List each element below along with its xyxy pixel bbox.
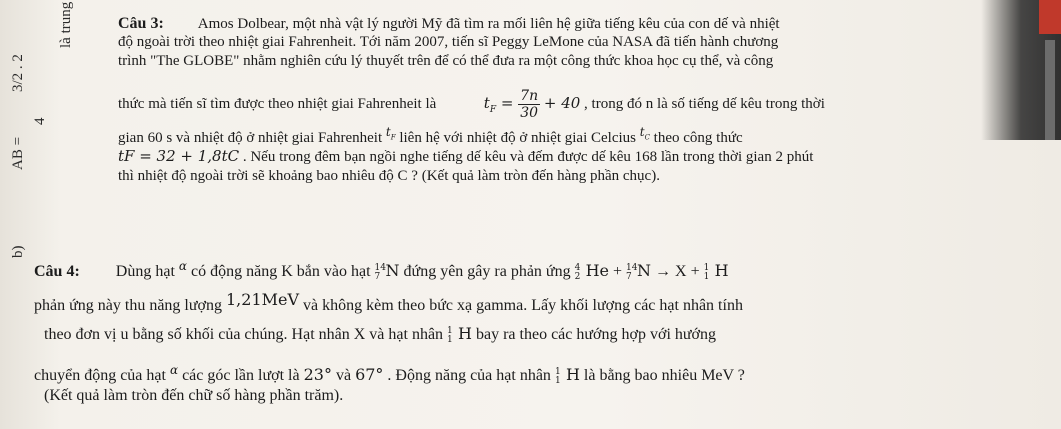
q3-line-4 <box>118 88 825 121</box>
q3-text-4b: , trong đó n là số tiếng dế kêu trong thời <box>584 95 825 112</box>
q3-text-5c: theo công thức <box>653 130 743 146</box>
q4-energy: 1,21MeV <box>226 290 300 309</box>
q4-reaction-arrow: → <box>655 263 672 280</box>
q3-line-7: thì nhiệt độ ngoài trời sẽ khoảng bao nhiêu độ C ? (Kết quả làm tròn đến hàng phần chục). <box>118 168 660 184</box>
right-edge-red-mark <box>1039 0 1061 34</box>
q3-formula-fraction: $\frac{7n}{30}$ <box>520 88 539 121</box>
q4-angle-2: 67° <box>355 365 384 384</box>
q4-line-2 <box>34 290 743 316</box>
q4-alpha-1: α <box>178 259 187 273</box>
q3-text-4a: thức mà tiến sĩ tìm được theo nhiệt giai Fahrenheit là <box>118 95 437 112</box>
q4-text-3b: bay ra theo các hướng hợp với hướng <box>476 326 717 343</box>
q4-nucleus-h1c: 1 1 H <box>554 365 580 386</box>
left-margin-fragments <box>0 0 74 260</box>
q4-text-2a: phản ứng này thu năng lượng <box>34 297 222 314</box>
q3-line-5 <box>118 122 743 148</box>
q3-text-5a: gian 60 s và nhiệt độ ở nhiệt giai Fahrenheit <box>118 130 383 146</box>
q4-text-1b: có động năng K bắn vào hạt <box>191 263 371 280</box>
q3-formula-2: tF = 32 + 1,8tC <box>118 147 240 165</box>
margin-fragment-5: b) <box>10 245 26 258</box>
q3-line-1 <box>118 14 780 34</box>
q4-angle-1: 23° <box>303 365 332 384</box>
right-edge-photo-artifact <box>981 0 1061 140</box>
q3-line-2: độ ngoài trời theo nhiệt giai Fahrenheit. Tới năm 2007, tiến sĩ Peggy LeMone của NASA đã tiến hành chương <box>118 34 779 50</box>
q4-nucleus-h1: 1 1 H <box>703 261 729 282</box>
margin-fragment-2: 3/2 . 2 <box>10 54 26 92</box>
q4-nucleus-h1b: 1 1 H <box>447 324 472 345</box>
q3-line-3: trình "The GLOBE" nhằm nghiên cứu lý thuyết trên để có thể đưa ra một công thức khoa học cụ thể, và công <box>118 53 774 69</box>
margin-fragment-4: AB = <box>10 136 26 170</box>
q3-formula-tf: $t_F$ = <box>483 93 519 115</box>
q4-nucleus-n14b: 14 7 N <box>626 261 652 282</box>
q4-text-4b: các góc lần lượt là <box>182 367 300 384</box>
q3-symbol-tf: tF <box>385 125 396 142</box>
q4-text-4c: . Động năng của hạt nhân <box>387 367 551 384</box>
q4-text-1a: Dùng hạt <box>115 263 175 280</box>
q4-line-5: (Kết quả làm tròn đến chữ số hàng phần trăm). <box>44 387 344 404</box>
q4-text-4d: là bằng bao nhiêu MeV ? <box>583 367 745 384</box>
q3-formula-plus: + 40 <box>543 93 581 112</box>
q3-label: Câu 3: <box>118 15 164 32</box>
right-edge-gray-mark <box>1045 40 1055 140</box>
q4-label: Câu 4: <box>34 263 80 280</box>
q4-line-3 <box>44 324 716 345</box>
q3-text-1: Amos Dolbear, một nhà vật lý người Mỹ đã tìm ra mối liên hệ giữa tiếng kêu của con dế và nhiệt <box>197 16 780 32</box>
q4-line-1: Câu 4: Dùng hạt $^\alpha$ có động năng K bắn vào hạt 14 7 N đứng yên gây ra phản ứng 4 2 He + 14 7 N → X + 1 1 H <box>34 259 729 282</box>
q4-line-4: chuyển động của hạt $^\alpha$ các góc lần lượt là 23° và 67° . Động năng của hạt nhân 1 1 H là bằng bao nhiêu MeV ? <box>34 363 745 386</box>
q3-symbol-tc: tC <box>639 125 650 142</box>
q3-text-5b: liên hệ với nhiệt độ ở nhiệt giai Celcius <box>399 130 636 146</box>
q4-text-4a: chuyển động của hạt <box>34 367 166 384</box>
q4-nucleus-he4: 4 2 He <box>574 261 610 282</box>
q4-text-2b: và không kèm theo bức xạ gamma. Lấy khối lượng các hạt nhân tính <box>303 297 743 314</box>
q4-text-1c: đứng yên gây ra phản ứng <box>403 263 571 280</box>
q3-text-6: . Nếu trong đêm bạn ngồi nghe tiếng dế kêu và đếm được dế kêu 168 lần trong thời gian 2 phút <box>242 149 814 165</box>
q4-nucleus-n14: 14 7 N <box>374 261 400 282</box>
q4-text-3a: theo đơn vị u bằng số khối của chúng. Hạt nhân X và hạt nhân <box>44 326 444 343</box>
q3-line-6 <box>118 146 813 167</box>
margin-fragment-1: là trung <box>58 1 74 48</box>
margin-fragment-3: 4 <box>32 117 48 125</box>
